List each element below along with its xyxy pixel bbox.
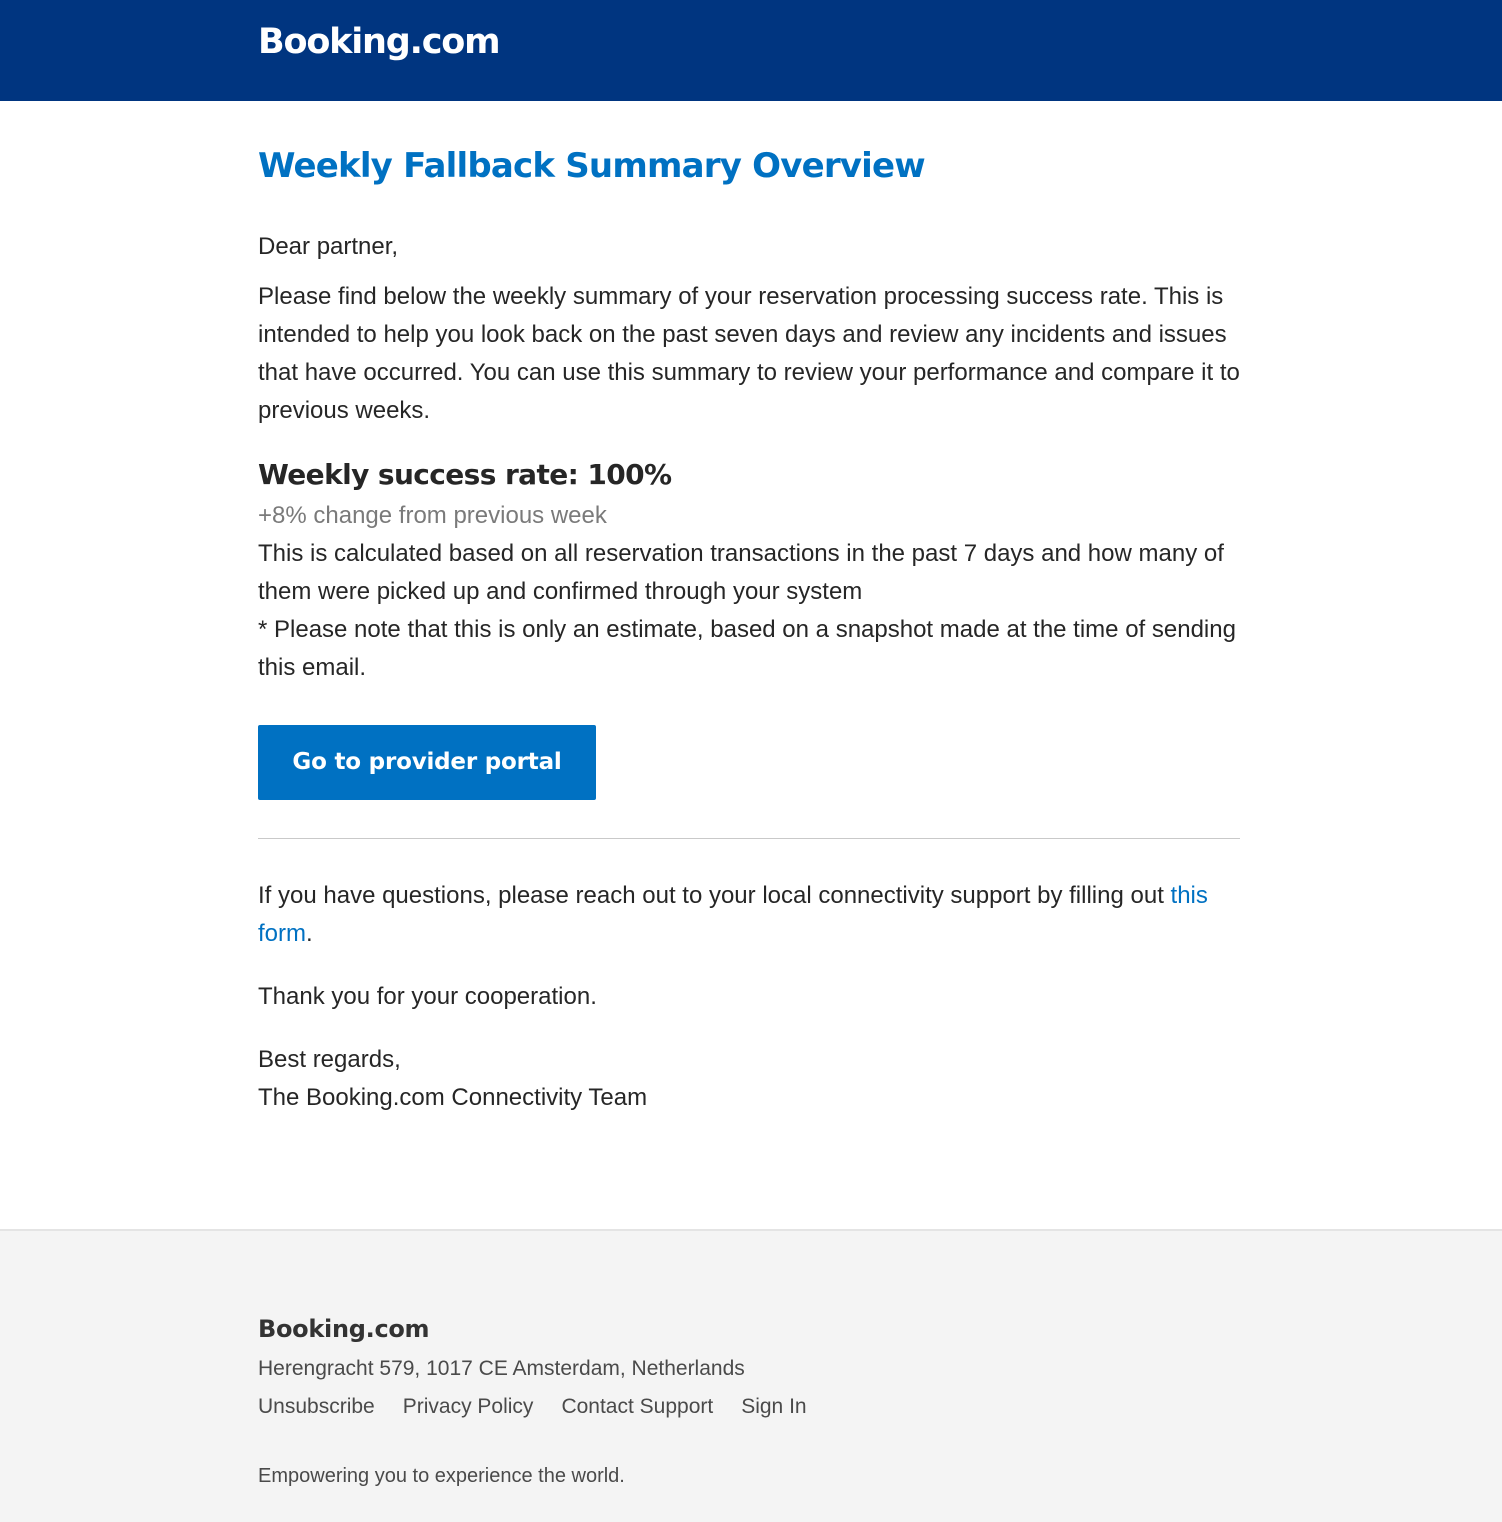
footer-brand: Booking.com bbox=[258, 1315, 430, 1343]
questions-text: If you have questions, please reach out to your local connectivity support by filling out bbox=[258, 882, 1171, 909]
greeting-text: Dear partner, bbox=[258, 233, 399, 260]
footer-address: Herengracht 579, 1017 CE Amsterdam, Netherlands bbox=[258, 1357, 745, 1380]
email-title: Weekly Fallback Summary Overview bbox=[258, 146, 925, 186]
go-to-provider-portal-button[interactable]: Go to provider portal bbox=[258, 725, 596, 800]
estimate-note: * Please note that this is only an estimate, based on a snapshot made at the time of sending this email. bbox=[258, 616, 1236, 681]
thanks-text: Thank you for your cooperation. bbox=[258, 983, 597, 1010]
intro-paragraph: Please find below the weekly summary of your reservation processing success rate. This is intended to help you look back on the past seven days and review any incidents and issues that have occurred. You can use this summary to review your performance and compare it to previous weeks. bbox=[258, 283, 1240, 424]
signature-text: The Booking.com Connectivity Team bbox=[258, 1084, 648, 1111]
footer-links bbox=[258, 1391, 835, 1423]
sign-off-block bbox=[258, 1041, 1242, 1117]
sign-in-link[interactable]: Sign In bbox=[741, 1395, 807, 1418]
questions-paragraph bbox=[258, 877, 1242, 953]
unsubscribe-link[interactable]: Unsubscribe bbox=[258, 1395, 375, 1418]
contact-support-link[interactable]: Contact Support bbox=[561, 1395, 714, 1418]
questions-period: . bbox=[306, 920, 313, 947]
success-rate-heading: Weekly success rate: 100% bbox=[258, 458, 672, 491]
change-from-previous-week: +8% change from previous week bbox=[258, 502, 607, 529]
email-footer bbox=[0, 1229, 1502, 1522]
calculation-explanation: This is calculated based on all reservation transactions in the past 7 days and how many of them were picked up and confirmed through your system bbox=[258, 540, 1224, 605]
privacy-policy-link[interactable]: Privacy Policy bbox=[402, 1395, 534, 1418]
email-header bbox=[0, 0, 1502, 101]
footer-tagline: Empowering you to experience the world. bbox=[258, 1465, 625, 1487]
this-form-link[interactable]: this form bbox=[258, 882, 1208, 947]
booking-logo[interactable]: Booking.com bbox=[258, 22, 500, 62]
sign-off-text: Best regards, bbox=[258, 1046, 401, 1073]
divider bbox=[258, 838, 1240, 839]
